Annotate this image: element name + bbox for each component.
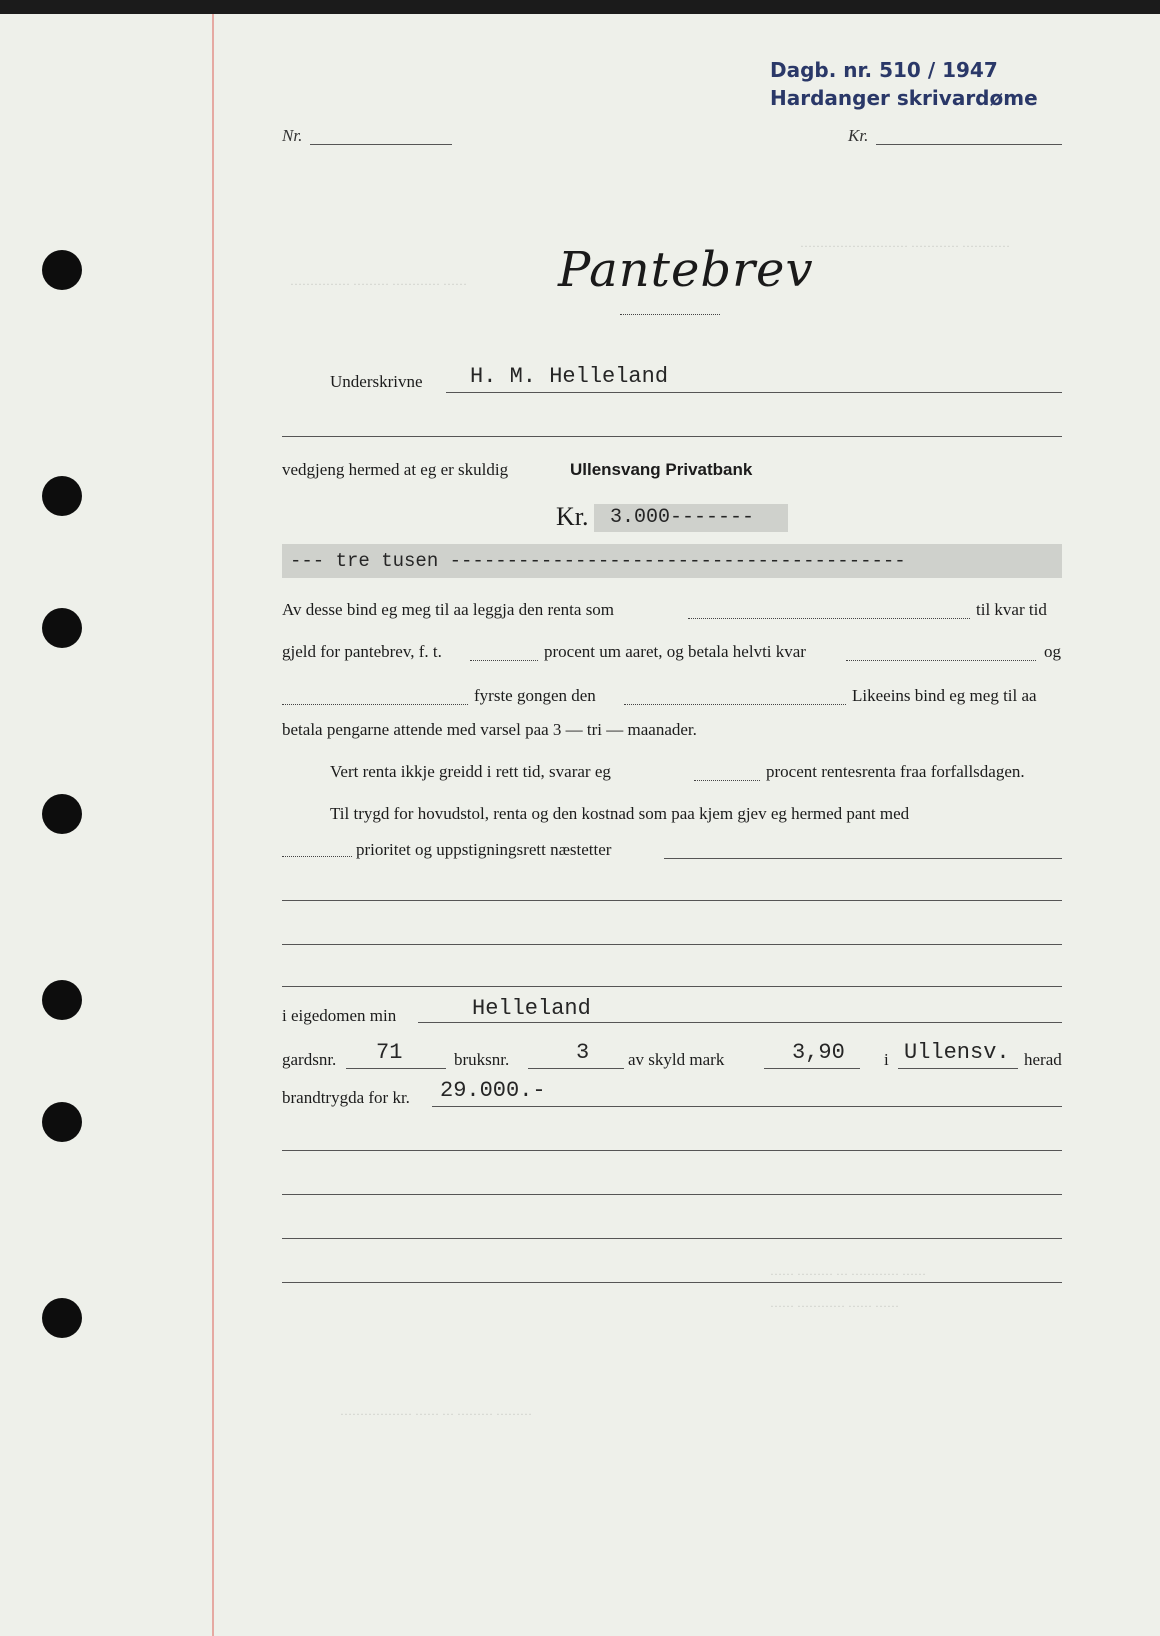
- interest-clause-3: fyrste gongen den: [474, 686, 596, 705]
- bleed-through-text: ……………………… ………… …………: [800, 236, 1010, 250]
- nr-line: [310, 144, 452, 145]
- punch-hole: [42, 794, 82, 834]
- kr-line: [876, 144, 1062, 145]
- punch-hole: [42, 980, 82, 1020]
- amount-value: 3.000-------: [610, 506, 755, 529]
- punch-hole: [42, 1102, 82, 1142]
- interest-clause-2: gjeld for pantebrev, f. t.: [282, 642, 442, 661]
- security-clause: Til trygd for hovudstol, renta og den kostnad som paa kjem gjev eg hermed pant med: [330, 804, 910, 823]
- blank-dotted: [624, 704, 846, 705]
- holding-number-value: 3: [576, 1040, 590, 1065]
- interest-clause-1: Av desse bind eg meg til aa leggja den renta som: [282, 600, 615, 619]
- debtor-name: H. M. Helleland: [470, 364, 669, 389]
- blank-line: [282, 1238, 1062, 1239]
- municipality-line: [898, 1068, 1018, 1069]
- municipality-label: herad: [1024, 1050, 1062, 1069]
- fire-insurance-line: [432, 1106, 1062, 1107]
- underskrivne-label: Underskrivne: [330, 372, 423, 391]
- tax-value-line: [764, 1068, 860, 1069]
- farm-number-label: gardsnr.: [282, 1050, 337, 1069]
- holding-number-line: [528, 1068, 624, 1069]
- bleed-through-text: …………… ……… ………… ……: [290, 274, 467, 288]
- tax-value-label: av skyld mark: [628, 1050, 725, 1069]
- property-label: i eigedomen min: [282, 1006, 397, 1025]
- punch-hole: [42, 1298, 82, 1338]
- tax-value: 3,90: [792, 1040, 845, 1065]
- in-label: i: [884, 1050, 889, 1069]
- priority-clause: prioritet og uppstigningsrett næstetter: [356, 840, 612, 859]
- blank-line: [282, 1150, 1062, 1151]
- blank-line: [282, 986, 1062, 987]
- repayment-clause: betala pengarne attende med varsel paa 3 — tri — maanader.: [282, 720, 697, 739]
- blank-line: [282, 944, 1062, 945]
- fire-insurance-value: 29.000.-: [440, 1078, 546, 1103]
- late-interest-clause-b: procent rentesrenta fraa forfallsdagen.: [766, 762, 1025, 781]
- blank-line: [282, 1194, 1062, 1195]
- blank-line: [282, 1282, 1062, 1283]
- interest-clause-2b: procent um aaret, og betala helvti kvar: [544, 642, 806, 661]
- property-line: [418, 1022, 1062, 1023]
- blank-dotted: [282, 704, 468, 705]
- farm-number-line: [346, 1068, 446, 1069]
- blank-dotted: [846, 660, 1036, 661]
- interest-clause-2c: og: [1044, 642, 1061, 661]
- interest-clause-3b: Likeeins bind eg meg til aa: [852, 686, 1037, 705]
- blank-line: [282, 436, 1062, 437]
- creditor-name: Ullensvang Privatbank: [570, 460, 753, 479]
- fire-insurance-label: brandtrygda for kr.: [282, 1088, 410, 1107]
- margin-rule: [212, 14, 214, 1636]
- blank-dotted: [470, 660, 538, 661]
- municipality-value: Ullensv.: [904, 1040, 1010, 1065]
- property-name: Helleland: [472, 996, 591, 1021]
- punch-hole: [42, 250, 82, 290]
- farm-number-value: 71: [376, 1040, 403, 1065]
- interest-clause-1b: til kvar tid: [976, 600, 1047, 619]
- amount-label: Kr.: [556, 502, 589, 531]
- debtor-line: [446, 392, 1062, 393]
- title-underline: [620, 314, 720, 315]
- bleed-through-text: …… ………… …… ……: [770, 1296, 899, 1310]
- nr-label: Nr.: [282, 126, 303, 145]
- acknowledgement-text: vedgjeng hermed at eg er skuldig: [282, 460, 509, 479]
- blank-line: [282, 900, 1062, 901]
- registry-stamp-number: Dagb. nr. 510 / 1947: [770, 58, 998, 82]
- document-title: Pantebrev: [558, 242, 814, 298]
- blank-dotted: [688, 618, 970, 619]
- kr-label: Kr.: [848, 126, 869, 145]
- registry-stamp-court: Hardanger skrivardøme: [770, 86, 1038, 110]
- priority-line: [664, 858, 1062, 859]
- amount-words: --- tre tusen ----------------------------------------: [290, 550, 906, 572]
- bleed-through-text: ……………… …… … ……… ………: [340, 1404, 532, 1418]
- punch-hole: [42, 608, 82, 648]
- document-page: [0, 14, 1160, 1636]
- late-interest-clause: Vert renta ikkje greidd i rett tid, svarar eg: [330, 762, 611, 781]
- punch-hole: [42, 476, 82, 516]
- blank-dotted: [694, 780, 760, 781]
- blank-dotted: [282, 856, 352, 857]
- bleed-through-text: …… ……… … ………… ……: [770, 1264, 926, 1278]
- holding-number-label: bruksnr.: [454, 1050, 510, 1069]
